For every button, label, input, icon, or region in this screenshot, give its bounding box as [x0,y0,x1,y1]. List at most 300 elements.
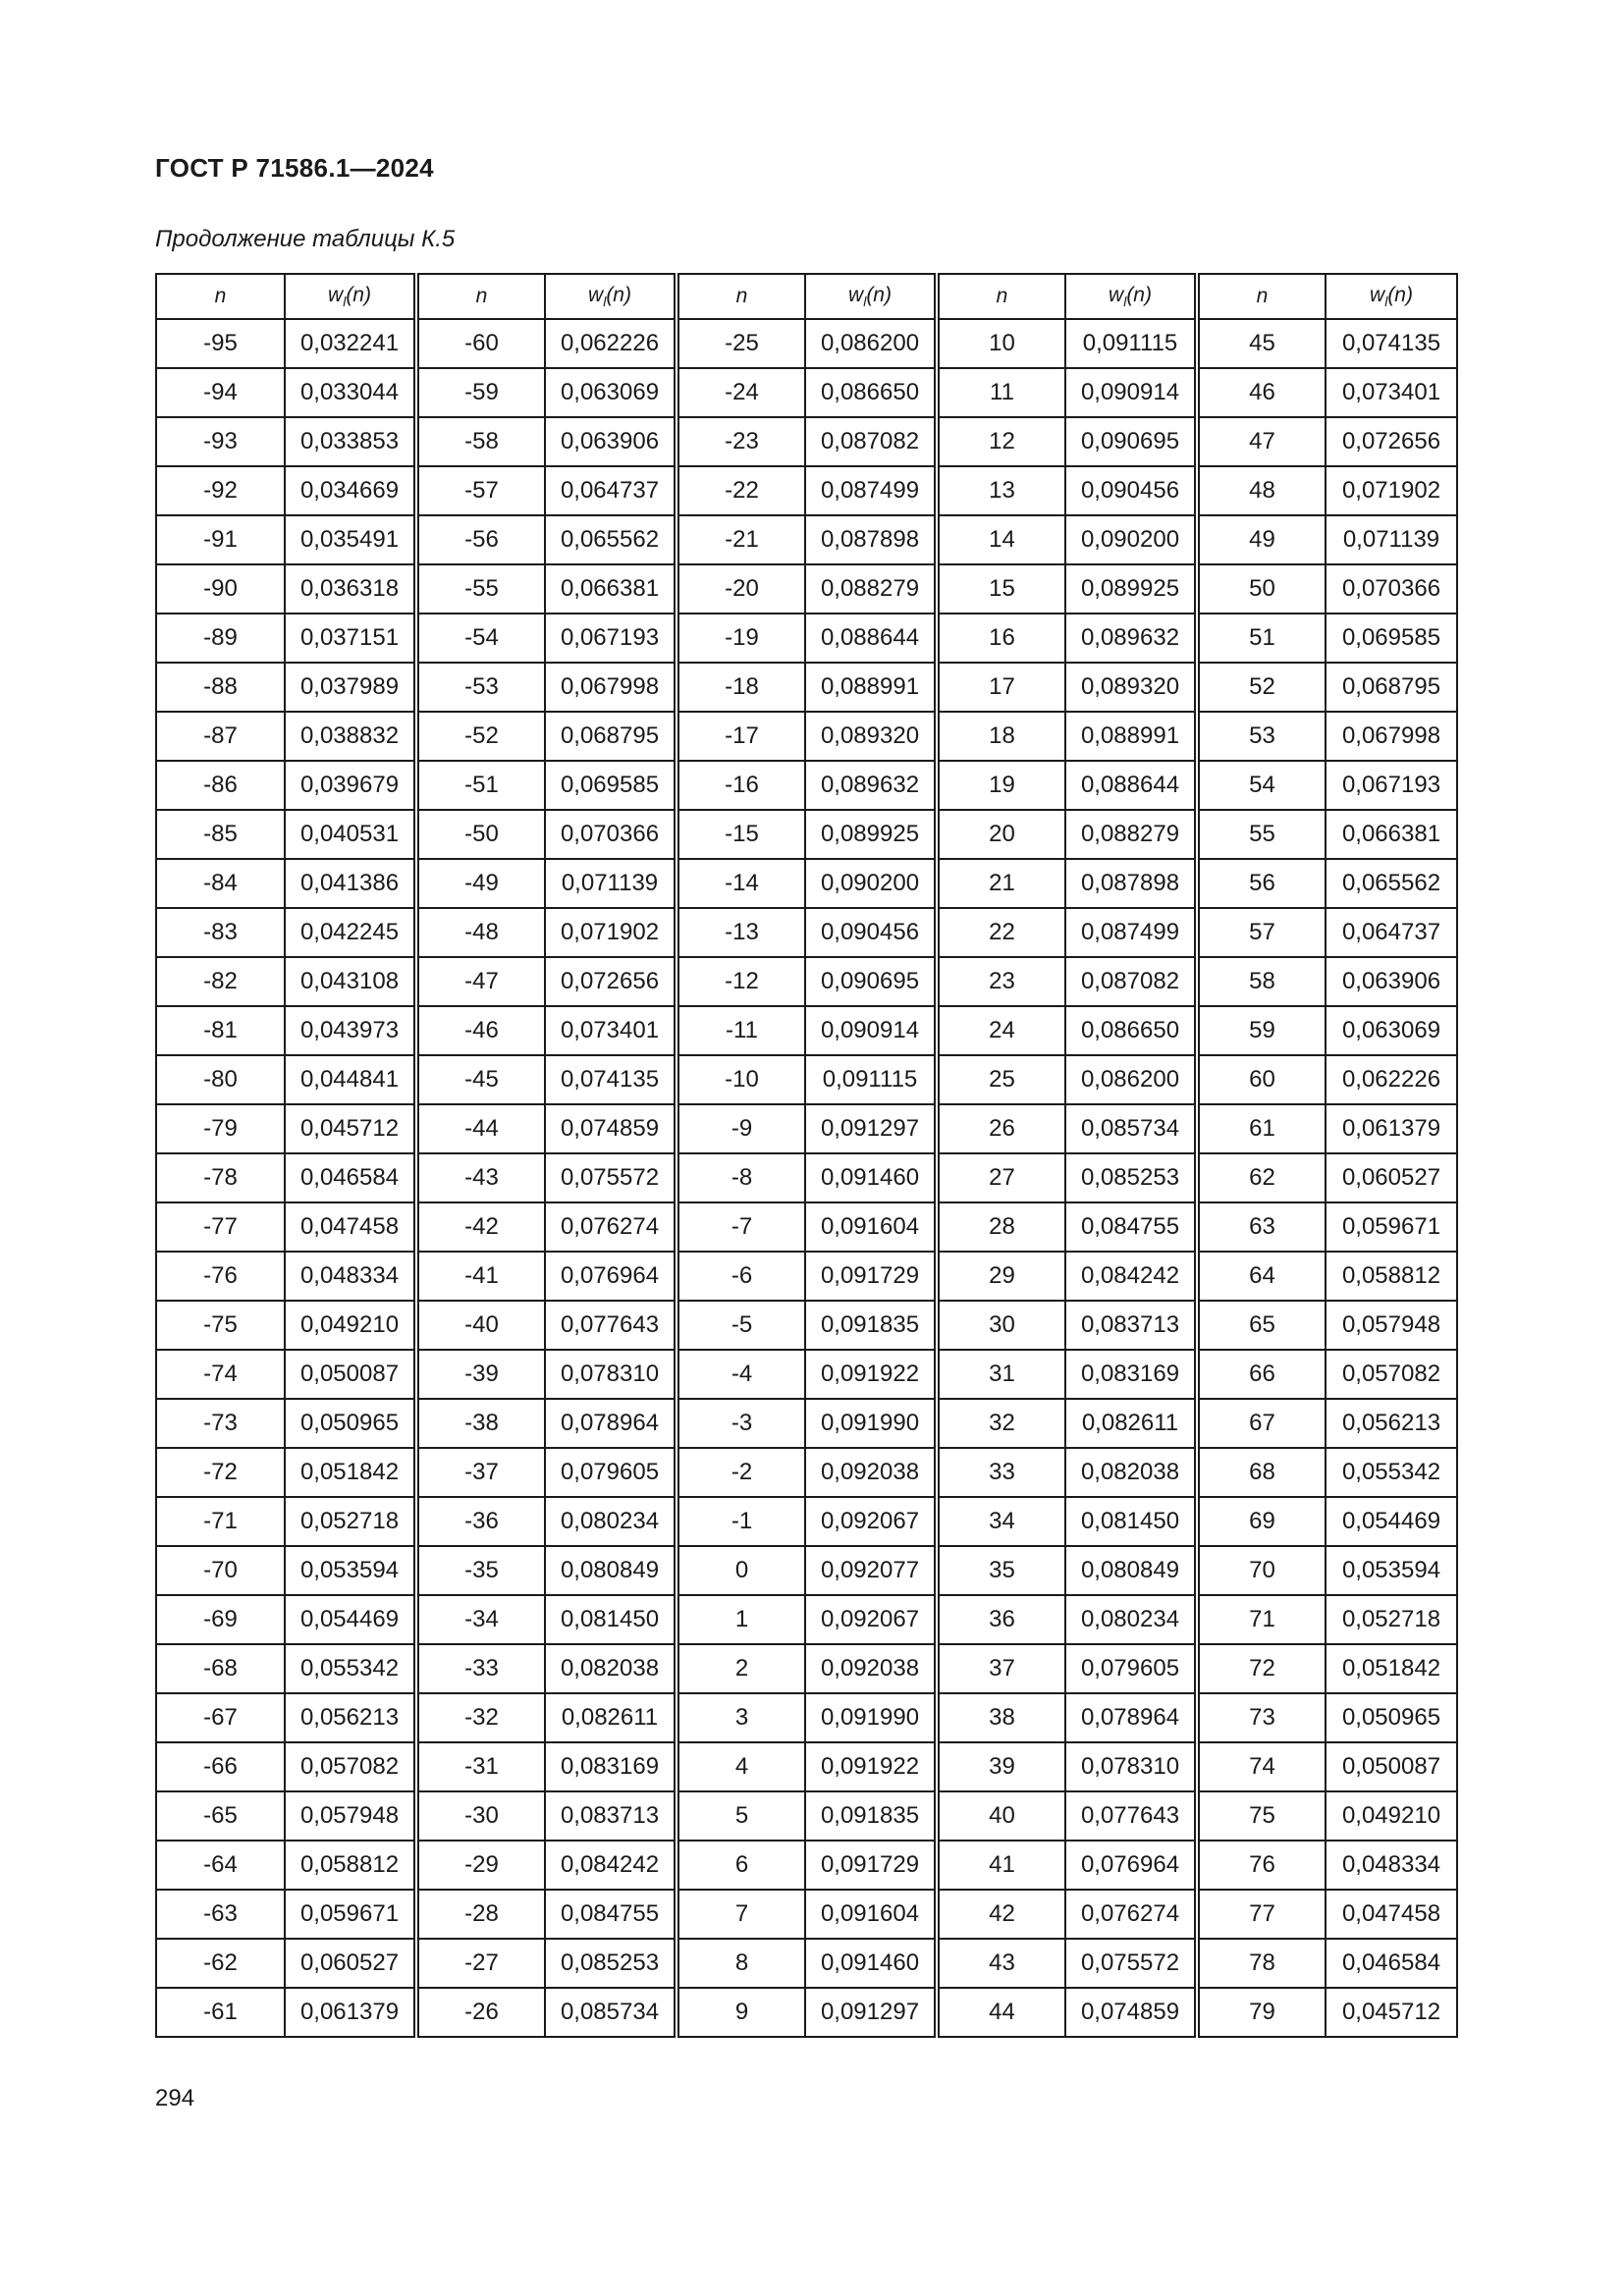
cell-n: 75 [1197,1791,1326,1841]
header-w-symbol: w [1109,283,1124,306]
cell-n: -47 [416,957,545,1006]
cell-n: -15 [677,810,805,859]
table-row [156,1546,1457,1595]
cell-w: 0,091835 [805,1791,937,1841]
cell-n: -19 [677,614,805,663]
cell-w: 0,092067 [805,1595,937,1644]
cell-n: -63 [156,1890,285,1939]
cell-w: 0,078310 [1065,1742,1197,1791]
cell-w: 0,032241 [285,319,416,368]
cell-w: 0,061379 [285,1988,416,2037]
table-row [156,1595,1457,1644]
cell-w: 0,067193 [1326,761,1457,810]
cell-w: 0,058812 [285,1841,416,1890]
cell-n: -25 [677,319,805,368]
cell-w: 0,091604 [805,1890,937,1939]
cell-w: 0,088991 [805,663,937,712]
cell-w: 0,080849 [545,1546,677,1595]
cell-w: 0,091460 [805,1153,937,1202]
cell-w: 0,089632 [805,761,937,810]
cell-w: 0,045712 [285,1104,416,1153]
table-row [156,614,1457,663]
table-row [156,515,1457,564]
cell-w: 0,082611 [1065,1399,1197,1448]
cell-n: 1 [677,1595,805,1644]
cell-n: -85 [156,810,285,859]
cell-w: 0,081450 [545,1595,677,1644]
cell-n: -51 [416,761,545,810]
cell-w: 0,074859 [545,1104,677,1153]
cell-w: 0,087898 [1065,859,1197,908]
cell-w: 0,080849 [1065,1546,1197,1595]
header-w-subscript: l [1384,294,1388,310]
cell-w: 0,089320 [1065,663,1197,712]
cell-w: 0,055342 [1326,1448,1457,1497]
cell-n: -95 [156,319,285,368]
table-row [156,1988,1457,2037]
cell-n: -90 [156,564,285,614]
cell-n: 77 [1197,1890,1326,1939]
cell-w: 0,088644 [805,614,937,663]
cell-n: 8 [677,1939,805,1988]
cell-n: 56 [1197,859,1326,908]
header-w-symbol: w [1370,283,1385,306]
cell-w: 0,089632 [1065,614,1197,663]
cell-n: 58 [1197,957,1326,1006]
cell-w: 0,071139 [1326,515,1457,564]
cell-n: 14 [937,515,1065,564]
cell-n: -64 [156,1841,285,1890]
cell-n: -31 [416,1742,545,1791]
cell-w: 0,091729 [805,1252,937,1301]
cell-n: -2 [677,1448,805,1497]
cell-n: -74 [156,1350,285,1399]
cell-w: 0,050087 [285,1350,416,1399]
page-number: 294 [155,2085,195,2111]
table-row [156,1841,1457,1890]
cell-n: -5 [677,1301,805,1350]
table-row [156,761,1457,810]
cell-n: -20 [677,564,805,614]
cell-n: 64 [1197,1252,1326,1301]
cell-w: 0,090914 [1065,368,1197,417]
cell-n: -43 [416,1153,545,1202]
cell-n: -27 [416,1939,545,1988]
cell-w: 0,089925 [1065,564,1197,614]
cell-w: 0,084242 [1065,1252,1197,1301]
cell-w: 0,075572 [1065,1939,1197,1988]
cell-n: -49 [416,859,545,908]
header-w-argument: (n) [346,283,371,306]
cell-n: -80 [156,1055,285,1104]
cell-w: 0,067193 [545,614,677,663]
cell-n: 3 [677,1693,805,1742]
cell-w: 0,044841 [285,1055,416,1104]
cell-w: 0,074135 [1326,319,1457,368]
cell-w: 0,054469 [285,1595,416,1644]
cell-n: -82 [156,957,285,1006]
cell-w: 0,046584 [1326,1939,1457,1988]
cell-n: 25 [937,1055,1065,1104]
table-row [156,564,1457,614]
cell-n: -35 [416,1546,545,1595]
header-n [677,274,805,319]
cell-n: 42 [937,1890,1065,1939]
cell-n: 7 [677,1890,805,1939]
cell-w: 0,039679 [285,761,416,810]
cell-n: -6 [677,1252,805,1301]
cell-w: 0,036318 [285,564,416,614]
header-n [1197,274,1326,319]
cell-n: 63 [1197,1202,1326,1252]
cell-w: 0,071902 [1326,466,1457,515]
cell-w: 0,067998 [1326,712,1457,761]
cell-n: -53 [416,663,545,712]
header-w-subscript: l [1123,294,1127,310]
cell-w: 0,046584 [285,1153,416,1202]
header-w [805,274,937,319]
cell-w: 0,070366 [545,810,677,859]
cell-n: -13 [677,908,805,957]
cell-w: 0,083713 [545,1791,677,1841]
data-table-container [155,273,1458,2038]
table-row [156,1791,1457,1841]
cell-w: 0,091115 [805,1055,937,1104]
cell-w: 0,085253 [545,1939,677,1988]
cell-n: -16 [677,761,805,810]
cell-w: 0,068795 [545,712,677,761]
cell-n: 73 [1197,1693,1326,1742]
cell-n: 53 [1197,712,1326,761]
cell-w: 0,040531 [285,810,416,859]
cell-n: -32 [416,1693,545,1742]
cell-w: 0,087082 [805,417,937,466]
cell-w: 0,047458 [1326,1890,1457,1939]
cell-n: -26 [416,1988,545,2037]
table-row [156,417,1457,466]
cell-w: 0,080234 [1065,1595,1197,1644]
cell-n: 57 [1197,908,1326,957]
cell-n: 38 [937,1693,1065,1742]
cell-n: 46 [1197,368,1326,417]
cell-n: -68 [156,1644,285,1693]
cell-w: 0,063069 [545,368,677,417]
cell-w: 0,051842 [285,1448,416,1497]
cell-w: 0,041386 [285,859,416,908]
cell-n: 33 [937,1448,1065,1497]
table-row [156,908,1457,957]
header-w-argument: (n) [1387,283,1413,306]
table-body [156,319,1457,2037]
header-n [937,274,1065,319]
cell-n: -87 [156,712,285,761]
cell-w: 0,090200 [1065,515,1197,564]
cell-n: -70 [156,1546,285,1595]
cell-n: 4 [677,1742,805,1791]
header-w [1065,274,1197,319]
cell-w: 0,085253 [1065,1153,1197,1202]
cell-w: 0,088279 [805,564,937,614]
cell-n: -48 [416,908,545,957]
cell-n: -36 [416,1497,545,1546]
cell-n: 5 [677,1791,805,1841]
cell-n: -54 [416,614,545,663]
table-row [156,1055,1457,1104]
cell-w: 0,060527 [285,1939,416,1988]
cell-n: 41 [937,1841,1065,1890]
cell-w: 0,086650 [805,368,937,417]
cell-w: 0,033044 [285,368,416,417]
cell-w: 0,064737 [545,466,677,515]
cell-n: -66 [156,1742,285,1791]
cell-n: -71 [156,1497,285,1546]
cell-n: -21 [677,515,805,564]
cell-w: 0,085734 [545,1988,677,2037]
cell-w: 0,078310 [545,1350,677,1399]
header-w-argument: (n) [606,283,631,306]
cell-w: 0,090200 [805,859,937,908]
table-row [156,1644,1457,1693]
cell-n: -14 [677,859,805,908]
header-n-label: n [214,285,227,307]
cell-w: 0,042245 [285,908,416,957]
cell-w: 0,082611 [545,1693,677,1742]
cell-w: 0,092038 [805,1448,937,1497]
cell-w: 0,052718 [285,1497,416,1546]
cell-w: 0,057948 [1326,1301,1457,1350]
cell-n: 20 [937,810,1065,859]
cell-n: -40 [416,1301,545,1350]
cell-w: 0,074859 [1065,1988,1197,2037]
table-row [156,957,1457,1006]
cell-w: 0,062226 [1326,1055,1457,1104]
cell-w: 0,059671 [285,1890,416,1939]
cell-n: -69 [156,1595,285,1644]
cell-w: 0,090456 [1065,466,1197,515]
table-row [156,1104,1457,1153]
cell-w: 0,089925 [805,810,937,859]
cell-n: -17 [677,712,805,761]
cell-w: 0,050087 [1326,1742,1457,1791]
cell-w: 0,068795 [1326,663,1457,712]
cell-w: 0,034669 [285,466,416,515]
cell-n: 68 [1197,1448,1326,1497]
cell-n: -72 [156,1448,285,1497]
table-row [156,1301,1457,1350]
cell-n: 49 [1197,515,1326,564]
cell-w: 0,053594 [285,1546,416,1595]
cell-n: -33 [416,1644,545,1693]
cell-w: 0,092077 [805,1546,937,1595]
cell-w: 0,088279 [1065,810,1197,859]
cell-n: 40 [937,1791,1065,1841]
cell-n: -28 [416,1890,545,1939]
header-n-label: n [475,285,488,307]
cell-w: 0,089320 [805,712,937,761]
cell-w: 0,052718 [1326,1595,1457,1644]
cell-w: 0,091115 [1065,319,1197,368]
cell-n: 12 [937,417,1065,466]
cell-w: 0,090695 [805,957,937,1006]
cell-n: -65 [156,1791,285,1841]
table-row [156,1742,1457,1791]
cell-w: 0,087898 [805,515,937,564]
cell-n: 35 [937,1546,1065,1595]
cell-w: 0,056213 [285,1693,416,1742]
cell-n: -12 [677,957,805,1006]
cell-n: -73 [156,1399,285,1448]
table-row [156,859,1457,908]
cell-w: 0,057082 [285,1742,416,1791]
cell-w: 0,067998 [545,663,677,712]
header-n-label: n [735,285,748,307]
table-row [156,1350,1457,1399]
cell-n: 10 [937,319,1065,368]
cell-w: 0,091990 [805,1399,937,1448]
cell-n: -24 [677,368,805,417]
cell-w: 0,077643 [545,1301,677,1350]
cell-n: -45 [416,1055,545,1104]
cell-w: 0,081450 [1065,1497,1197,1546]
cell-n: 78 [1197,1939,1326,1988]
cell-n: -4 [677,1350,805,1399]
cell-n: -57 [416,466,545,515]
cell-n: 21 [937,859,1065,908]
cell-n: 13 [937,466,1065,515]
cell-n: -50 [416,810,545,859]
cell-w: 0,084755 [1065,1202,1197,1252]
cell-n: -75 [156,1301,285,1350]
cell-n: -42 [416,1202,545,1252]
cell-n: -88 [156,663,285,712]
cell-n: 61 [1197,1104,1326,1153]
cell-n: 70 [1197,1546,1326,1595]
cell-w: 0,033853 [285,417,416,466]
table-header-row [156,274,1457,319]
cell-w: 0,071902 [545,908,677,957]
cell-n: -11 [677,1006,805,1055]
cell-w: 0,077643 [1065,1791,1197,1841]
cell-w: 0,080234 [545,1497,677,1546]
cell-w: 0,091297 [805,1104,937,1153]
cell-n: -81 [156,1006,285,1055]
cell-w: 0,057082 [1326,1350,1457,1399]
cell-n: -61 [156,1988,285,2037]
cell-n: 52 [1197,663,1326,712]
cell-w: 0,091922 [805,1350,937,1399]
cell-n: 27 [937,1153,1065,1202]
cell-w: 0,079605 [545,1448,677,1497]
cell-n: -30 [416,1791,545,1841]
cell-w: 0,088644 [1065,761,1197,810]
cell-n: 22 [937,908,1065,957]
cell-n: 71 [1197,1595,1326,1644]
table-row [156,1939,1457,1988]
table-row [156,1399,1457,1448]
cell-w: 0,073401 [545,1006,677,1055]
cell-w: 0,079605 [1065,1644,1197,1693]
cell-n: 45 [1197,319,1326,368]
cell-n: -78 [156,1153,285,1202]
table-row [156,1202,1457,1252]
cell-w: 0,087499 [805,466,937,515]
cell-w: 0,058812 [1326,1252,1457,1301]
cell-n: -55 [416,564,545,614]
cell-n: -41 [416,1252,545,1301]
data-table [155,273,1458,2038]
cell-n: -60 [416,319,545,368]
cell-w: 0,037151 [285,614,416,663]
cell-w: 0,070366 [1326,564,1457,614]
cell-n: -44 [416,1104,545,1153]
header-w-subscript: l [603,294,607,310]
cell-n: -91 [156,515,285,564]
cell-w: 0,049210 [285,1301,416,1350]
cell-n: 0 [677,1546,805,1595]
header-n-label: n [1256,285,1269,307]
cell-w: 0,050965 [285,1399,416,1448]
cell-w: 0,083713 [1065,1301,1197,1350]
cell-w: 0,064737 [1326,908,1457,957]
cell-w: 0,078964 [545,1399,677,1448]
cell-n: 72 [1197,1644,1326,1693]
cell-n: 55 [1197,810,1326,859]
cell-w: 0,086200 [1065,1055,1197,1104]
cell-w: 0,049210 [1326,1791,1457,1841]
cell-n: -56 [416,515,545,564]
cell-n: -22 [677,466,805,515]
cell-n: -3 [677,1399,805,1448]
cell-w: 0,087499 [1065,908,1197,957]
cell-n: 36 [937,1595,1065,1644]
cell-n: 48 [1197,466,1326,515]
cell-w: 0,038832 [285,712,416,761]
cell-n: 6 [677,1841,805,1890]
header-n-label: n [996,285,1008,307]
cell-w: 0,072656 [1326,417,1457,466]
table-row [156,810,1457,859]
cell-w: 0,088991 [1065,712,1197,761]
cell-n: -92 [156,466,285,515]
cell-w: 0,086650 [1065,1006,1197,1055]
cell-n: 26 [937,1104,1065,1153]
cell-w: 0,091729 [805,1841,937,1890]
cell-n: -77 [156,1202,285,1252]
cell-w: 0,074135 [545,1055,677,1104]
cell-w: 0,043108 [285,957,416,1006]
cell-w: 0,063906 [545,417,677,466]
header-w-subscript: l [863,294,867,310]
cell-n: -52 [416,712,545,761]
cell-n: 11 [937,368,1065,417]
cell-w: 0,073401 [1326,368,1457,417]
cell-w: 0,076274 [1065,1890,1197,1939]
cell-n: -10 [677,1055,805,1104]
cell-w: 0,078964 [1065,1693,1197,1742]
cell-n: 30 [937,1301,1065,1350]
cell-w: 0,069585 [1326,614,1457,663]
cell-n: -46 [416,1006,545,1055]
cell-w: 0,090456 [805,908,937,957]
cell-w: 0,076964 [545,1252,677,1301]
cell-w: 0,065562 [545,515,677,564]
cell-n: -23 [677,417,805,466]
header-w-subscript: l [343,294,347,310]
cell-w: 0,035491 [285,515,416,564]
table-row [156,712,1457,761]
table-row [156,319,1457,368]
table-row [156,1006,1457,1055]
